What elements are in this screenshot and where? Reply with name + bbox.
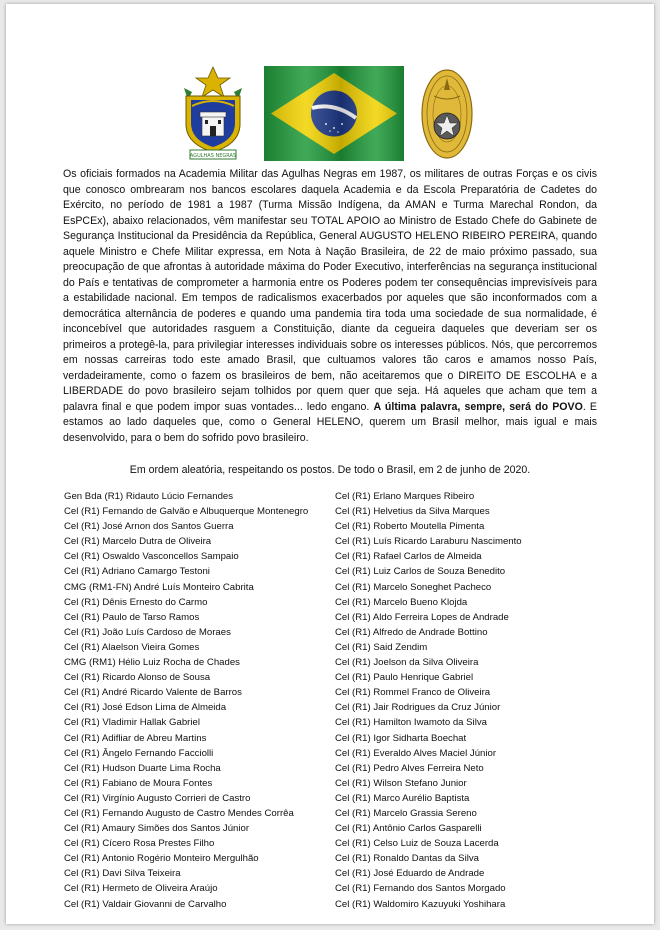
letter-text: Os oficiais formados na Academia Militar das Agulhas Negras em 1987, os militares de outras Forças e os civis que conosco ombrearam nos bancos escolares daquela Academia e da Escola Preparatória de Cadetes do Exército, no período de 1981 a 1987 (Turma Missão Indígena, da AMAN e Turma Marechal Rondon, da EsPCEx), abaixo relacionados, vêm manifestar seu TOTAL APOIO ao Ministro de Estado Chefe do Gabinete de Segurança Institucional da Presidência da República, General AUGUSTO HELENO RIBEIRO PEREIRA, quando aquele Ministro e Chefe Militar expressa, em Nota à Nação Brasileira, de 22 de maio próximo passado, sua preocupação de que afrontas à autoridade máxima do Poder Executivo, interferências na segurança institucional do País e tentativas de comprometer a harmonia entre os Poderes podem ter consequências imprevisíveis para a estabilidade nacional. Em tempos de radicalismos exacerbados por aqueles que são inconformados com a democrática alternância de poderes e quando uma pandemia tira toda uma sociedade de sua normalidade, é inconcebível que autoridades rasguem a Constituição, diante da cegueira daqueles que deveriam ser os primeiros a protegê-la, para privilegiar interesses individuais sobre os interesses públicos. Nós, que percorremos em nossas carreiras todo este amado Brasil, que cultuamos valores tão caros e amamos nosso País, verdadeiramente, como o fazem os brasileiros de bem, não aceitaremos que o DIREITO DE ESCOLHA e a LIBERDADE do povo brasileiro sejam tolhidos por quem quer que seja. Há aqueles que acham que tem a palavra final e que podem impor suas vontades... ledo engano. <box>63 168 597 413</box>
signatory-name: Cel (R1) Alfredo de Andrade Bottino <box>335 626 488 638</box>
signatory-name: Cel (R1) Antonio Rogério Monteiro Mergulhão <box>64 853 259 865</box>
signatories-left-column <box>64 489 330 912</box>
signatory-name: Cel (R1) Fernando Augusto de Castro Mendes Corrêa <box>64 807 294 819</box>
signatory-name: Cel (R1) Ângelo Fernando Facciolli <box>64 747 214 759</box>
crest-motto: AGULHAS NEGRAS <box>189 153 237 159</box>
signatory-name: Cel (R1) Luiz Carlos de Souza Benedito <box>335 566 506 578</box>
signatory-name: Cel (R1) Fernando de Galvão e Albuquerque Montenegro <box>64 506 309 518</box>
signatory-name: Cel (R1) Alaelson Vieira Gomes <box>64 641 200 653</box>
signatory-name: Cel (R1) Marcelo Soneghet Pacheco <box>335 581 492 593</box>
signatory-name: Cel (R1) Jair Rodrigues da Cruz Júnior <box>335 702 501 714</box>
document-page <box>6 4 654 924</box>
signatory-name: Cel (R1) Paulo Henrique Gabriel <box>335 672 474 684</box>
signatory-name: Cel (R1) Marcelo Grassia Sereno <box>335 807 477 819</box>
signatory-name: Cel (R1) Aldo Ferreira Lopes de Andrade <box>335 611 509 623</box>
signatory-name: Cel (R1) Rafael Carlos de Almeida <box>335 551 482 563</box>
dateline: Em ordem aleatória, respeitando os postos. De todo o Brasil, em 2 de junho de 2020. <box>129 464 531 476</box>
signatory-name: Cel (R1) Cícero Rosa Prestes Filho <box>64 838 215 850</box>
signatory-name: Cel (R1) Helvetius da Silva Marques <box>335 506 490 518</box>
signatory-name: Cel (R1) André Ricardo Valente de Barros <box>64 687 242 699</box>
signatory-name: Cel (R1) Oswaldo Vasconcellos Sampaio <box>64 551 239 563</box>
letter-bold-statement: A última palavra, sempre, será do POVO <box>373 400 583 413</box>
aman-crest-icon <box>178 66 248 162</box>
signatory-name: Cel (R1) Vladimir Hallak Gabriel <box>64 717 200 729</box>
signatories-right-column <box>335 489 605 912</box>
signatory-name: Cel (R1) Fabiano de Moura Fontes <box>64 777 213 789</box>
signatory-name: Cel (R1) Waldomiro Kazuyuki Yoshihara <box>335 898 506 910</box>
signatory-name: Cel (R1) Adriano Camargo Testoni <box>64 566 210 578</box>
signatory-name: Cel (R1) Adifliar de Abreu Martins <box>64 732 207 744</box>
signatory-name: Cel (R1) João Luís Cardoso de Moraes <box>64 626 231 638</box>
signatory-name: Cel (R1) Everaldo Alves Maciel Júnior <box>335 747 497 759</box>
signatory-name: Cel (R1) Joelson da Silva Oliveira <box>335 657 479 669</box>
espcex-gold-star-emblem-icon <box>420 68 474 160</box>
signatory-name: Cel (R1) Valdair Giovanni de Carvalho <box>64 898 227 910</box>
signatory-name: Gen Bda (R1) Ridauto Lúcio Fernandes <box>64 491 234 502</box>
signatory-name: Cel (R1) Luís Ricardo Laraburu Nascimento <box>335 536 522 548</box>
signatory-name: Cel (R1) Hudson Duarte Lima Rocha <box>64 762 221 774</box>
signatory-name: Cel (R1) Paulo de Tarso Ramos <box>64 611 200 623</box>
signatory-name: Cel (R1) Pedro Alves Ferreira Neto <box>335 762 484 774</box>
signatory-name: Cel (R1) Wilson Stefano Junior <box>335 777 467 789</box>
signatory-name: Cel (R1) Amaury Simões dos Santos Júnior <box>64 823 250 835</box>
signatory-name: Cel (R1) Rommel Franco de Oliveira <box>335 687 491 699</box>
signatory-name: Cel (R1) Dênis Ernesto do Carmo <box>64 596 208 608</box>
signatory-name: Cel (R1) Marcelo Dutra de Oliveira <box>64 536 212 548</box>
support-letter-body <box>63 167 597 446</box>
signatory-name: Cel (R1) Virgínio Augusto Corrieri de Castro <box>64 792 251 804</box>
signatory-name: Cel (R1) José Arnon dos Santos Guerra <box>64 521 234 533</box>
signatory-name: Cel (R1) Antônio Carlos Gasparelli <box>335 823 482 835</box>
signatory-name: Cel (R1) José Edson Lima de Almeida <box>64 702 227 714</box>
signatory-name: CMG (RM1) Hélio Luiz Rocha de Chades <box>64 657 240 669</box>
letter-closing: . E estamos ao lado daqueles que, como o General HELENO, querem um Brasil melhor, mais igual e mais desenvolvido, para o bem do sofrido povo brasileiro. <box>63 400 597 444</box>
signatory-name: Cel (R1) Ricardo Alonso de Sousa <box>64 672 211 684</box>
signatory-name: Cel (R1) Marcelo Bueno Klojda <box>335 596 468 608</box>
signatory-name: Cel (R1) Ronaldo Dantas da Silva <box>335 853 479 865</box>
signatory-name: Cel (R1) Celso Luiz de Souza Lacerda <box>335 838 499 850</box>
signatory-name: Cel (R1) Said Zendim <box>335 641 428 653</box>
signatory-name: Cel (R1) Hermeto de Oliveira Araújo <box>64 883 218 895</box>
signatory-name: Cel (R1) Marco Aurélio Baptista <box>335 792 470 804</box>
signatory-name: Cel (R1) Davi Silva Teixeira <box>64 868 181 880</box>
signatory-name: Cel (R1) Roberto Moutella Pimenta <box>335 521 485 533</box>
signatory-name: CMG (RM1-FN) André Luís Monteiro Cabrita <box>64 581 254 593</box>
signatory-name: Cel (R1) Fernando dos Santos Morgado <box>335 883 506 895</box>
signatory-name: Cel (R1) Hamilton Iwamoto da Silva <box>335 717 487 729</box>
signatory-name: Cel (R1) Erlano Marques Ribeiro <box>335 491 475 502</box>
signatory-name: Cel (R1) José Eduardo de Andrade <box>335 868 485 880</box>
signatory-name: Cel (R1) Igor Sidharta Boechat <box>335 732 467 744</box>
header-emblems <box>6 64 654 164</box>
brazil-flag-icon <box>264 66 404 161</box>
